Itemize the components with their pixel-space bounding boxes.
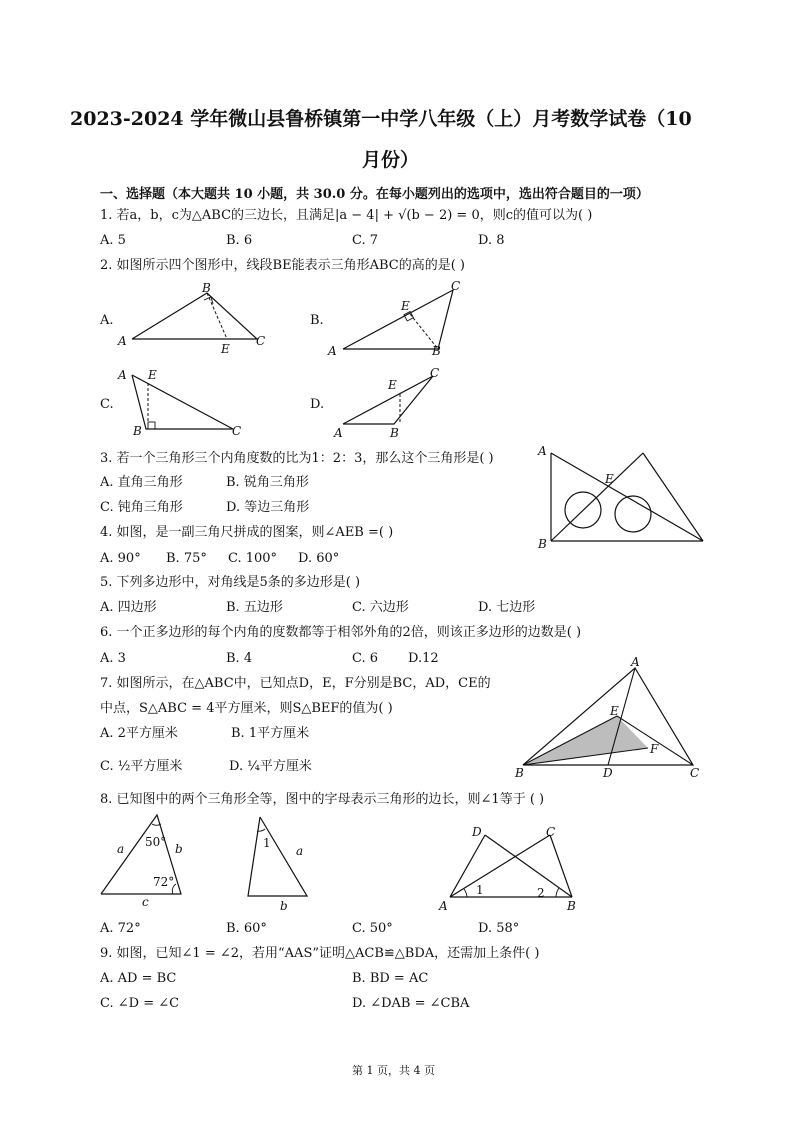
page-footer: 第 1 页，共 4 页	[352, 1064, 435, 1077]
svg-text:E: E	[388, 378, 397, 392]
q8-figure-triangle-2	[240, 814, 325, 913]
svg-text:B: B	[567, 899, 576, 913]
question-1-stem: 1. 若a，b，c为△ABC的三边长，且满足|a − 4| + √(b − 2) = 0，则c的值可以为( )	[100, 208, 593, 223]
svg-text:C: C	[232, 424, 242, 438]
svg-text:A: A	[439, 899, 448, 913]
q2-label-d: D.	[310, 397, 325, 412]
svg-text:A: A	[118, 368, 127, 382]
q8-option-c: C. 50°	[352, 921, 393, 936]
svg-text:E: E	[401, 299, 410, 313]
q6-option-c: C. 6	[352, 651, 379, 666]
q2-figure-a	[115, 281, 275, 356]
svg-text:72°: 72°	[153, 875, 175, 889]
question-6-stem: 6. 一个正多边形的每个内角的度数都等于相邻外角的2倍，则该正多边形的边数是( )	[100, 625, 582, 640]
svg-text:C: C	[256, 334, 266, 348]
q3-option-a: A. 直角三角形	[100, 475, 183, 490]
q9-option-b: B. BD = AC	[352, 971, 429, 986]
question-2-stem: 2. 如图所示四个图形中，线段BE能表示三角形ABC的高的是( )	[100, 258, 465, 273]
svg-text:A: A	[538, 444, 547, 458]
svg-text:B: B	[390, 426, 399, 440]
q2-label-a: A.	[100, 313, 114, 328]
svg-text:C: C	[690, 766, 700, 780]
q1-option-c: C. 7	[352, 233, 379, 248]
question-8-stem: 8. 已知图中的两个三角形全等，图中的字母表示三角形的边长，则∠1等于 ( )	[100, 792, 545, 807]
q3-option-d: D. 等边三角形	[226, 500, 310, 515]
q6-option-b: B. 4	[226, 651, 253, 666]
q4-option-a: A. 90°	[100, 551, 141, 566]
svg-text:B: B	[432, 344, 441, 358]
q2-figure-b	[325, 280, 475, 360]
q8-option-d: D. 58°	[478, 921, 520, 936]
q2-label-c: C.	[100, 397, 114, 412]
svg-text:b: b	[175, 842, 183, 856]
q5-option-c: C. 六边形	[352, 600, 409, 615]
svg-text:C: C	[451, 279, 461, 293]
q8-figure-quadrilateral	[435, 820, 585, 915]
q6-option-d: D.12	[408, 651, 439, 666]
title-line-2: 月份）	[362, 149, 420, 171]
svg-text:1: 1	[263, 836, 271, 850]
svg-text:A: A	[334, 426, 343, 440]
q3-option-b: B. 锐角三角形	[226, 475, 309, 490]
svg-text:E: E	[610, 704, 619, 718]
svg-text:A: A	[631, 655, 640, 669]
q2-label-b: B.	[310, 313, 324, 328]
q5-option-d: D. 七边形	[478, 600, 536, 615]
q7-option-a: A. 2平方厘米	[100, 726, 178, 741]
question-9-stem: 9. 如图，已知∠1 = ∠2，若用“AAS”证明△ACB≌△BDA，还需加上条件( )	[100, 946, 540, 961]
q5-option-a: A. 四边形	[100, 600, 157, 615]
svg-text:a: a	[296, 844, 304, 858]
q4-option-b: B. 75°	[166, 551, 207, 566]
q8-option-b: B. 60°	[226, 921, 267, 936]
svg-text:E: E	[221, 342, 230, 356]
q9-option-d: D. ∠DAB = ∠CBA	[352, 996, 470, 1011]
svg-text:B: B	[515, 766, 524, 780]
svg-text:50°: 50°	[145, 835, 167, 849]
question-7-stem-line-1: 7. 如图所示，在△ABC中，已知点D，E，F分别是BC，AD，CE的	[100, 676, 491, 691]
q8-figure-triangle-1	[95, 812, 195, 907]
q6-option-a: A. 3	[100, 651, 126, 666]
svg-text:A: A	[118, 334, 127, 348]
svg-text:c: c	[142, 895, 149, 909]
svg-text:D: D	[472, 825, 482, 839]
q5-option-b: B. 五边形	[226, 600, 283, 615]
svg-text:F: F	[650, 742, 659, 756]
svg-text:b: b	[280, 899, 288, 913]
question-4-stem: 4. 如图，是一副三角尺拼成的图案，则∠AEB =( )	[100, 525, 394, 540]
title-line-1: 2023-2024 学年微山县鲁桥镇第一中学八年级（上）月考数学试卷（10	[70, 108, 692, 130]
question-7-stem-line-2: 中点，S△ABC = 4平方厘米，则S△BEF的值为( )	[100, 701, 393, 716]
svg-text:B: B	[538, 537, 547, 551]
q4-figure-set-squares	[535, 443, 715, 553]
q1-option-b: B. 6	[226, 233, 253, 248]
svg-text:E: E	[148, 368, 157, 382]
svg-text:D: D	[603, 766, 613, 780]
q1-option-d: D. 8	[478, 233, 505, 248]
section-heading: 一、选择题（本大题共 10 小题，共 30.0 分。在每小题列出的选项中，选出符合题目的一项）	[100, 187, 649, 202]
q3-option-c: C. 钝角三角形	[100, 500, 183, 515]
svg-text:A: A	[328, 344, 337, 358]
q7-figure-triangle	[510, 655, 710, 785]
q7-option-b: B. 1平方厘米	[231, 726, 310, 741]
svg-text:B: B	[202, 281, 211, 295]
q1-option-a: A. 5	[100, 233, 126, 248]
q2-figure-c	[115, 365, 255, 440]
svg-text:a: a	[117, 842, 125, 856]
q9-option-c: C. ∠D = ∠C	[100, 996, 180, 1011]
q8-option-a: A. 72°	[100, 921, 141, 936]
q2-figure-d	[330, 365, 450, 440]
q4-option-c: C. 100°	[228, 551, 278, 566]
q7-option-c: C. ½平方厘米	[100, 759, 183, 774]
q7-option-d: D. ¼平方厘米	[229, 759, 312, 774]
svg-text:C: C	[546, 825, 556, 839]
svg-text:1: 1	[476, 883, 484, 897]
svg-text:B: B	[133, 424, 142, 438]
q4-option-d: D. 60°	[298, 551, 340, 566]
svg-text:2: 2	[537, 886, 545, 900]
q9-option-a: A. AD = BC	[100, 971, 177, 986]
svg-text:C: C	[430, 366, 440, 380]
question-5-stem: 5. 下列多边形中，对角线是5条的多边形是( )	[100, 575, 361, 590]
question-3-stem: 3. 若一个三角形三个内角度数的比为1：2：3，那么这个三角形是( )	[100, 451, 494, 466]
svg-text:E: E	[605, 472, 614, 486]
